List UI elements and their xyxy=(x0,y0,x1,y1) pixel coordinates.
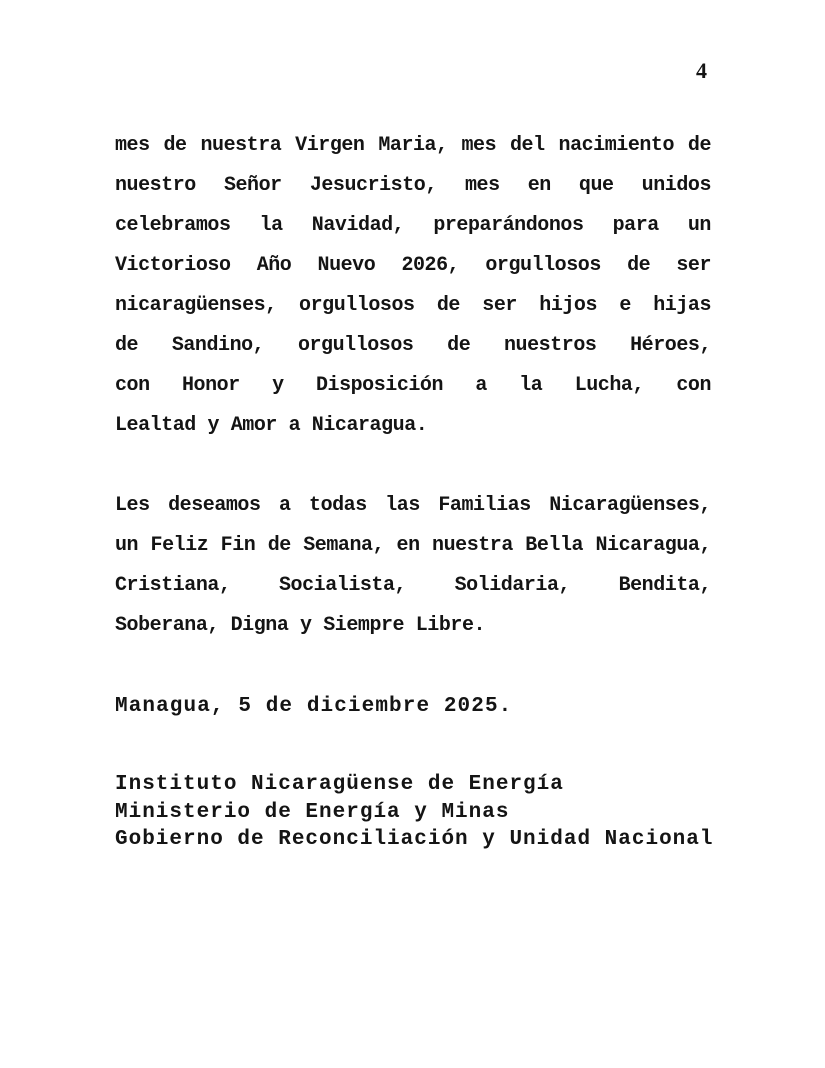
text-line: celebramos la Navidad, preparándonos para un xyxy=(115,214,711,237)
page-number: 4 xyxy=(696,58,707,83)
text-line: nuestro Señor Jesucristo, mes en que unidos xyxy=(115,174,711,197)
paragraph xyxy=(115,486,711,646)
paragraph xyxy=(115,126,711,446)
text-line: Cristiana, Socialista, Solidaria, Bendita, xyxy=(115,574,711,597)
paragraphs xyxy=(115,126,711,646)
signature-block xyxy=(115,771,714,854)
text-line: mes de nuestra Virgen Maria, mes del nacimiento de xyxy=(115,134,711,157)
signature-line: Gobierno de Reconciliación y Unidad Nacional xyxy=(115,828,714,851)
document-body xyxy=(115,126,714,854)
signature-line: Ministerio de Energía y Minas xyxy=(115,800,510,824)
text-line: Soberana, Digna y Siempre Libre. xyxy=(115,614,486,637)
text-line: de Sandino, orgullosos de nuestros Héroes, xyxy=(115,334,711,357)
text-line: Lealtad y Amor a Nicaragua. xyxy=(115,414,428,437)
text-line: Les deseamos a todas las Familias Nicaragüenses, xyxy=(115,494,711,517)
text-line: nicaragüenses, orgullosos de ser hijos e hijas xyxy=(115,294,711,317)
text-line: Victorioso Año Nuevo 2026, orgullosos de ser xyxy=(115,254,711,277)
dateline: Managua, 5 de diciembre 2025. xyxy=(115,695,513,718)
text-line: con Honor y Disposición a la Lucha, con xyxy=(115,374,711,397)
text-line: un Feliz Fin de Semana, en nuestra Bella Nicaragua, xyxy=(115,534,711,557)
signature-line: Instituto Nicaragüense de Energía xyxy=(115,773,564,796)
